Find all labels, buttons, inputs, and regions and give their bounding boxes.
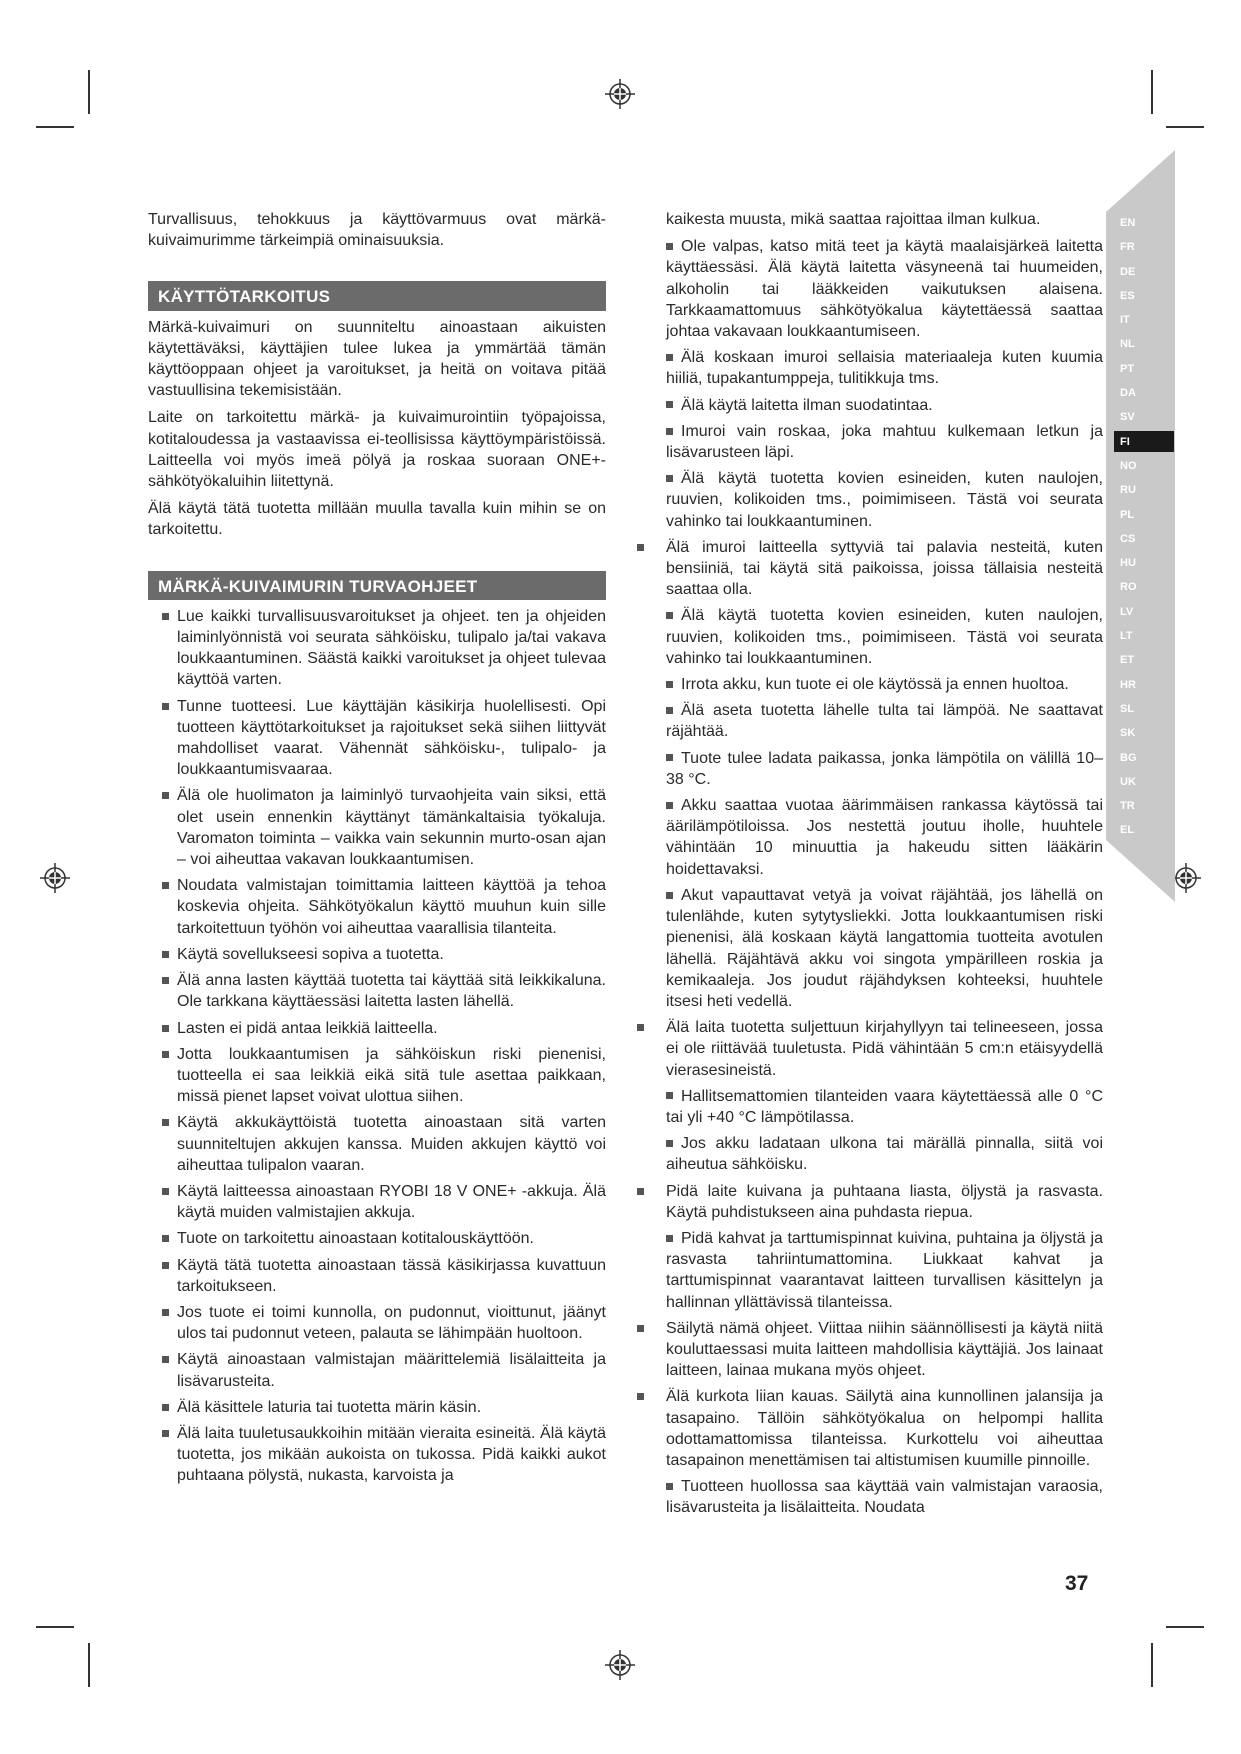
list-item-text: Älä käytä laitetta ilman suodatintaa.	[681, 396, 933, 414]
language-tab-cs[interactable]: CS	[1114, 528, 1174, 549]
list-item: Käytä tätä tuotetta ainoastaan tässä käsikirjassa kuvattuun tarkoitukseen.	[148, 1255, 606, 1297]
bullet-icon	[666, 707, 673, 714]
bullet-icon	[666, 1092, 673, 1099]
safety-list	[148, 606, 606, 1487]
list-item	[666, 700, 1103, 742]
list-item-text: Älä imuroi laitteella syttyviä tai palavia nesteitä, kuten bensiiniä, tai käytä sitä paikoissa, joissa tällaisia nesteitä saattaa olla.	[666, 538, 1103, 599]
language-tab-fi[interactable]: FI	[1114, 431, 1174, 452]
bullet-icon	[666, 681, 673, 688]
crop-mark	[88, 70, 90, 114]
list-item-text: Ole valpas, katso mitä teet ja käytä maalaisjärkeä laitetta käyttäessäsi. Älä käytä laitetta väsyneenä tai huumeiden, alkoholin tai lääkkeiden vaikutuksen alaisena. Tarkkaamattomuus sähkötyökalua käytettäessä saattaa johtaa vakavaan loukkaantumiseen.	[666, 238, 1103, 341]
list-item: Jos tuote ei toimi kunnolla, on pudonnut, vioittunut, jäänyt ulos tai pudonnut veteen, palauta se lähimpään huoltoon.	[148, 1302, 606, 1344]
paragraph: Laite on tarkoitettu märkä- ja kuivaimurointiin työpajoissa, kotitaloudessa ja vastaavissa ei-teollisissa käyttöympäristöissä. Laitteella voi myös imeä pölyä ja roskaa suoraan ONE+-sähkötyökaluihin liitettynä.	[148, 409, 606, 491]
list-item	[666, 236, 1103, 342]
language-tab-et[interactable]: ET	[1114, 649, 1174, 670]
language-tab-pl[interactable]: PL	[1114, 504, 1174, 525]
language-tab-sl[interactable]: SL	[1114, 698, 1174, 719]
crop-mark	[88, 1643, 90, 1687]
list-item	[666, 748, 1103, 790]
list-item	[666, 1476, 1103, 1518]
list-item: Älä ole huolimaton ja laiminlyö turvaohjeita vain siksi, että olet usein ennenkin käyttänyt tämänkaltaisia työkaluja. Varomaton toiminta – vaikka vain sekunnin murto-osan ajan – voi aiheuttaa vakavan loukkaantumisen.	[148, 785, 606, 870]
bullet-icon	[666, 1483, 673, 1490]
language-tab-hr[interactable]: HR	[1114, 674, 1174, 695]
language-tab-en[interactable]: EN	[1114, 212, 1174, 233]
registration-mark-icon	[604, 1649, 636, 1681]
list-item: Lue kaikki turvallisuusvaroitukset ja ohjeet. ten ja ohjeiden laiminlyönnistä voi seurata sähköisku, tulipalo ja/tai vakava loukkaantuminen. Säästä kaikki varoitukset ja ohjeet tulevaa käyttöä varten.	[148, 606, 606, 691]
bullet-icon	[666, 401, 673, 408]
list-item: Käytä akkukäyttöistä tuotetta ainoastaan sitä varten suunniteltujen akkujen kanssa. Muiden akkujen käyttö voi aiheuttaa tulipalon vaaran.	[148, 1112, 606, 1176]
bullet-icon	[666, 612, 673, 619]
bullet-icon	[666, 892, 673, 899]
crop-mark	[36, 1626, 74, 1628]
list-item	[666, 795, 1103, 880]
list-item	[666, 674, 1103, 695]
list-item	[666, 1386, 1103, 1471]
list-item: Älä käsittele laturia tai tuotetta märin käsin.	[148, 1397, 606, 1418]
paragraph: Märkä-kuivaimuri on suunniteltu ainoastaan aikuisten käytettäväksi, käyttäjien tulee lukea ja ymmärtää tämän käyttöoppaan ohjeet ja varoitukset, ja heitä on voitava pitää vastuullisina tekemisistään.	[148, 318, 606, 400]
list-item	[666, 1181, 1103, 1223]
list-item: Älä anna lasten käyttää tuotetta tai käyttää sitä leikkikaluna. Ole tarkkana käyttäessäsi laitetta lasten lähellä.	[148, 970, 606, 1012]
bullet-icon	[666, 1140, 673, 1147]
list-item-text: Säilytä nämä ohjeet. Viittaa niihin säännöllisesti ja käytä niitä kouluttaessasi muita laitteen mahdollisia käyttäjiä. Jos lainaat laitteen, lainaa mukana myös ohjeet.	[666, 1319, 1103, 1380]
bullet-icon	[637, 1393, 644, 1400]
crop-mark	[1151, 1643, 1153, 1687]
language-tab-ru[interactable]: RU	[1114, 479, 1174, 500]
section-heading-intended-use: KÄYTTÖTARKOITUS	[148, 281, 606, 310]
language-tab-bg[interactable]: BG	[1114, 747, 1174, 768]
bullet-icon	[666, 1235, 673, 1242]
list-item-text: Älä koskaan imuroi sellaisia materiaaleja kuten kuumia hiiliä, tupakantumppeja, tulitikkuja tms.	[666, 349, 1103, 388]
list-item-text: Älä aseta tuotetta lähelle tulta tai lämpöä. Ne saattavat räjähtää.	[666, 702, 1103, 741]
list-item	[666, 421, 1103, 463]
language-tab-ro[interactable]: RO	[1114, 576, 1174, 597]
continuation-text: kaikesta muusta, mikä saattaa rajoittaa ilman kulkua.	[666, 211, 1041, 228]
language-tab-nl[interactable]: NL	[1114, 333, 1174, 354]
list-item-text: Akku saattaa vuotaa äärimmäisen rankassa käytössä tai äärilämpötiloissa. Jos nestettä joutuu iholle, huuhtele vähintään 10 minuuttia ja hakeudu sitten lääkärin hoidettavaksi.	[666, 797, 1103, 878]
intro-paragraph: Turvallisuus, tehokkuus ja käyttövarmuus ovat märkä-kuivaimurimme tärkeimpiä ominaisuuksia.	[148, 211, 606, 250]
registration-mark-icon	[39, 862, 71, 894]
bullet-icon	[666, 475, 673, 482]
language-tab-fr[interactable]: FR	[1114, 236, 1174, 257]
bullet-icon	[666, 428, 673, 435]
list-item: Tuote on tarkoitettu ainoastaan kotitalouskäyttöön.	[148, 1228, 606, 1249]
list-item-text: Irrota akku, kun tuote ei ole käytössä ja ennen huoltoa.	[681, 676, 1069, 694]
language-tab-pt[interactable]: PT	[1114, 358, 1174, 379]
language-tab-lt[interactable]: LT	[1114, 625, 1174, 646]
crop-mark	[1166, 1626, 1204, 1628]
list-item	[666, 605, 1103, 669]
list-item	[666, 468, 1103, 532]
bullet-icon	[666, 754, 673, 761]
bullet-icon	[637, 1024, 644, 1031]
crop-mark	[1151, 70, 1153, 114]
bullet-icon	[637, 544, 644, 551]
list-item: Käytä sovellukseesi sopiva a tuotetta.	[148, 944, 606, 965]
language-tab-sk[interactable]: SK	[1114, 722, 1174, 743]
list-item-text: Hallitsemattomien tilanteiden vaara käytettäessä alle 0 °C tai yli +40 °C lämpötilassa.	[666, 1087, 1103, 1126]
list-item: Lasten ei pidä antaa leikkiä laitteella.	[148, 1018, 606, 1039]
list-item-text: Älä kurkota liian kauas. Säilytä aina kunnollinen jalansija ja tasapaino. Tällöin sähkötyökalua on helpompi hallita odottamattomissa tilanteissa. Kurkottelu voi aiheuttaa tasapainon menettämisen tai altistumisen kuumille pinnoille.	[666, 1388, 1103, 1469]
list-item	[666, 1017, 1103, 1081]
bullet-icon	[666, 802, 673, 809]
list-item: Jotta loukkaantumisen ja sähköiskun riski pienenisi, tuotteella ei saa leikkiä eikä sitä tule asettaa paikkaan, missä pienet lapset voivat ulottua siihen.	[148, 1044, 606, 1108]
left-column	[148, 209, 606, 1492]
list-item: Tunne tuotteesi. Lue käyttäjän käsikirja huolellisesti. Opi tuotteen käyttötarkoitukset ja rajoitukset sekä siihen liittyvät mahdolliset vaarat. Vähennät sähköisku-, tulipalo- ja loukkaantumisvaaraa.	[148, 696, 606, 781]
list-item	[666, 537, 1103, 601]
list-item: Noudata valmistajan toimittamia laitteen käyttöä ja tehoa koskevia ohjeita. Sähkötyökalun käyttö muuhun kuin sille tarkoitettuun työhön voi aiheuttaa vaarallisia tilanteita.	[148, 875, 606, 939]
list-item-text: Älä käytä tuotetta kovien esineiden, kuten naulojen, ruuvien, kolikoiden tms., poimimiseen. Tästä voi seurata vahinko tai loukkaantuminen.	[666, 607, 1103, 667]
list-item: Käytä ainoastaan valmistajan määrittelemiä lisälaitteita ja lisävarusteita.	[148, 1349, 606, 1391]
list-item-text: Imuroi vain roskaa, joka mahtuu kulkemaan letkun ja lisävarusteen läpi.	[666, 422, 1103, 462]
language-tab-es[interactable]: ES	[1114, 285, 1174, 306]
language-tab-uk[interactable]: UK	[1114, 771, 1174, 792]
language-tab-hu[interactable]: HU	[1114, 552, 1174, 573]
list-item-text: Pidä kahvat ja tarttumispinnat kuivina, puhtaina ja öljystä ja rasvasta tahriintumattomina. Liukkaat kahvat ja tarttumispinnat vaarantavat laitteen turvallisen käsittelyn ja hallinnan yllättävissä tilanteissa.	[666, 1229, 1103, 1311]
registration-mark-icon	[604, 78, 636, 110]
crop-mark	[1166, 126, 1204, 128]
list-item-text: Akut vapauttavat vetyä ja voivat räjähtää, jos lähellä on tulenlähde, kuten sytytysliekki. Jotta loukkaantumisen riski pienenisi, älä koskaan käytä langattomia tuotteita avotulen lähellä. Räjähtävä akku voi singota ympärilleen roskia ja kemikaaleja. Jos joudut räjähdyksen kohteeksi, huuhtele itsesi heti vedellä.	[666, 886, 1103, 1010]
list-item-text: Tuotteen huollossa saa käyttää vain valmistajan varaosia, lisävarusteita ja lisälaitteita. Noudata	[666, 1478, 1103, 1517]
list-item	[666, 395, 1103, 416]
list-item	[666, 347, 1103, 389]
list-item: Älä laita tuuletusaukkoihin mitään vieraita esineitä. Älä käytä tuotetta, jos mikään aukoista on tukossa. Pidä kaikki aukot puhtaana pölystä, nukasta, karvoista ja	[148, 1423, 606, 1487]
bullet-icon	[637, 1325, 644, 1332]
page-number: 37	[1065, 1572, 1089, 1595]
right-column	[666, 209, 1103, 1524]
list-item-text: Tuote tulee ladata paikassa, jonka lämpötila on välillä 10–38 °C.	[666, 749, 1103, 788]
crop-mark	[36, 126, 74, 128]
list-item	[666, 1318, 1103, 1382]
list-item-text: Älä laita tuotetta suljettuun kirjahyllyyn tai telineeseen, jossa ei ole riittävää tuuletusta. Pidä vähintään 5 cm:n etäisyydellä vierasesineistä.	[666, 1019, 1103, 1079]
list-item-text: Pidä laite kuivana ja puhtaana liasta, öljystä ja rasvasta. Käytä puhdistukseen aina puhdasta riepua.	[666, 1182, 1103, 1221]
list-item	[666, 1086, 1103, 1128]
language-tabs	[1103, 150, 1175, 902]
right-list	[666, 236, 1103, 1518]
language-tab-de[interactable]: DE	[1114, 261, 1174, 282]
language-tab-lv[interactable]: LV	[1114, 601, 1174, 622]
list-item	[666, 1228, 1103, 1313]
bullet-icon	[666, 243, 673, 250]
list-item-text: Älä käytä tuotetta kovien esineiden, kuten naulojen, ruuvien, kolikoiden tms., poimimiseen. Tästä voi seurata vahinko tai loukkaantuminen.	[666, 470, 1103, 530]
language-tab-no[interactable]: NO	[1114, 455, 1174, 476]
list-item	[666, 885, 1103, 1012]
language-tab-it[interactable]: IT	[1114, 309, 1174, 330]
language-tab-el[interactable]: EL	[1114, 819, 1174, 840]
paragraph: Älä käytä tätä tuotetta millään muulla tavalla kuin mihin se on tarkoitettu.	[148, 500, 606, 539]
list-item-text: Jos akku ladataan ulkona tai märällä pinnalla, siitä voi aiheutua sähköisku.	[666, 1135, 1103, 1174]
language-tab-sv[interactable]: SV	[1114, 406, 1174, 427]
bullet-icon	[637, 1188, 644, 1195]
list-item	[666, 1133, 1103, 1175]
language-list	[1114, 212, 1174, 844]
list-item: Käytä laitteessa ainoastaan RYOBI 18 V ONE+ -akkuja. Älä käytä muiden valmistajien akkuja.	[148, 1181, 606, 1223]
section-heading-safety: MÄRKÄ-KUIVAIMURIN TURVAOHJEET	[148, 571, 606, 600]
bullet-icon	[666, 354, 673, 361]
language-tab-da[interactable]: DA	[1114, 382, 1174, 403]
language-tab-tr[interactable]: TR	[1114, 795, 1174, 816]
